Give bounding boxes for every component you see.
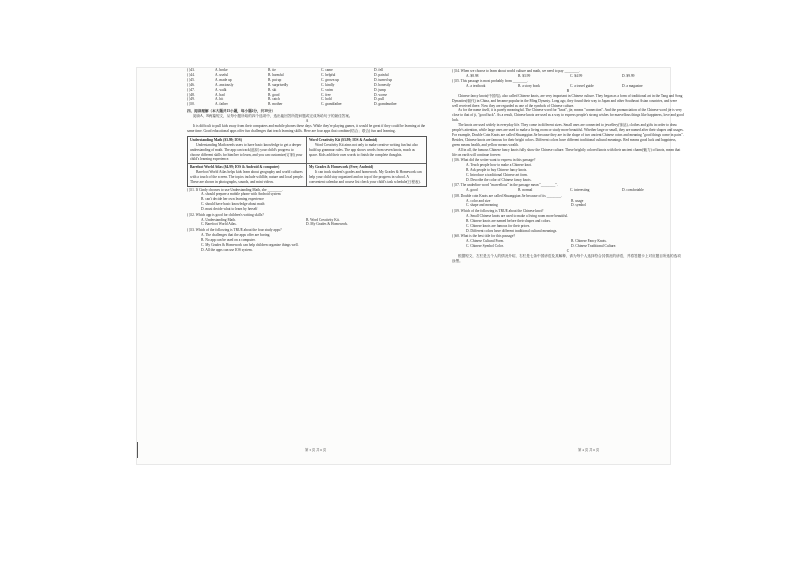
question-number: ( )50. — [187, 102, 195, 107]
answer-option: C. should have basic knowledge about math — [201, 202, 265, 207]
question-number: ( )45. — [187, 77, 195, 82]
answer-option: B. mother — [268, 102, 283, 107]
answer-option: B. harmful — [268, 72, 284, 77]
answer-option: B. Word Creativity Kit. — [306, 217, 340, 222]
questions-51-53 — [187, 188, 427, 253]
app-cell: Word Creativity Kit ($3.99; IOS & Android) Word Creativity Kit aims not only to make creative writing fun but also build up grammar rules. The app shows words from seven knots, much as space. Kids add their own words to finish the complete thoughts. — [307, 137, 426, 165]
question-stem: ( )58. Double coin Knots are called Shuangqian Jie because of its ________. — [452, 193, 562, 198]
answer-option: D. pull — [374, 97, 384, 102]
section-title: 四、阅读理解（本大题共15小题，每小题2分，共30分） — [187, 109, 276, 114]
scanned-exam-sheet — [137, 68, 684, 464]
answer-option: A. bad — [215, 92, 225, 97]
answer-option: A. walk — [215, 87, 227, 92]
answer-option: D. Describe the color of Chinese fancy knots. — [466, 177, 532, 182]
passage-b-paragraph: As for the name itself, it is purely meaningful. The Chinese word for "knot", jie, means "connection". And the pronunciation of the Chinese word jie is very close to that of ji, "good luck". As a result, Chinese knots are used as a way to express people's strong wishes for marvellous things like happiness, love and good luck. — [452, 108, 684, 123]
app-cell: Barefoot World Atlas ($4.99; IOS & Android & computer) Barefoot World Atlas helps kids learn about geography and world cultures with a touch of the screen. The topics include wildlife, nature and local people. These are shown in photographs, sounds, and mini videos. — [188, 164, 307, 186]
answer-option: C. grandfather — [321, 102, 342, 107]
answer-option: A. father — [215, 102, 228, 107]
question-stem: ( )54. When we choose to learn about world culture and math, we need to pay ________. — [452, 68, 580, 73]
answer-option: C. Chinese Symbol Color. — [466, 243, 504, 248]
question-stem: ( )60. What is the best title for this passage? — [452, 234, 516, 239]
app-cell: Understanding Math ($3.99; IOS) Understanding Math needs users to have basic knowledge to get a deeper understanding of math. The app can track(追踪) your child's progress to choose different skills for him/her to learn, and you can customize(订制) your child's learning experience. — [188, 137, 307, 165]
answer-option-row — [452, 203, 684, 208]
answer-option: C. swim — [321, 87, 333, 92]
answer-option: A. Understanding Math. — [201, 217, 236, 222]
app-cell: My Grades & Homework (Free; Android) It can track student's grades and homework. My Grades & Homework can help your child stay organized and on top of the progress in school. A convenient calendar and course list check your child's task schedule(日程表). — [309, 165, 422, 185]
question-number: ( )48. — [187, 92, 195, 97]
question-stem: ( )59. Which of the following is TRUE about the Chinese knot? — [452, 208, 544, 213]
answer-option-row — [187, 222, 427, 227]
answer-option: A. Small Chinese knots are used to make a living room more beautiful. — [466, 213, 569, 218]
answer-option: D. worse — [374, 92, 387, 97]
scan-edge-mark — [137, 442, 138, 458]
question-number: ( )43. — [187, 68, 195, 72]
cloze-option-row — [187, 102, 427, 107]
answer-option: B. No app can be used on a computer. — [201, 237, 256, 242]
answer-option: B. good — [268, 92, 280, 97]
answer-option: D. comfortable — [622, 188, 644, 193]
answer-option: A. useful — [215, 72, 229, 77]
passage-b-paragraph: The knots are used widely in everyday life. They come in different sizes. Small ones are connected to jewellery(饰品), clothes and gifts in order to draw people's attention, while large ones are used to make a living room or study more beautiful. Whether large or small, they are named after their shapes and usages. For example, Double Coin Knots are called Shuangqian Jie because they are in the shape of two ancient Chinese coins and meaning "good things come in pairs". Besides, Chinese knots are famous for their bright colors. Different colors have different traditional cultural meanings. Red means good luck and happiness, green means health, and yellow means wealth. — [452, 123, 684, 147]
answer-option: D. turned up — [374, 77, 393, 82]
answer-option: C. Introduce a traditional Chinese art form. — [466, 172, 529, 177]
question-number: ( )46. — [187, 82, 195, 87]
question-number: ( )47. — [187, 87, 195, 92]
answer-option: C. free — [321, 92, 331, 97]
answer-option: D. symbol — [571, 203, 586, 208]
answer-option: A. should prepare a mobile phone with Android system — [201, 192, 281, 197]
answer-option: A. anxiously — [215, 82, 234, 87]
question-stem: ( )57. The underline word "marvellous" in the passage mean "________". — [452, 183, 558, 188]
answer-option: B. normal — [518, 188, 533, 193]
answer-option: B. usage — [571, 198, 584, 203]
answer-option: D. honestly — [374, 82, 391, 87]
passage-c-label: C — [566, 248, 570, 253]
answer-option: D. My Grades & Homework. — [306, 222, 349, 227]
answer-option: A. color and size — [466, 198, 491, 203]
answer-option: C. grown up — [321, 77, 339, 82]
answer-option: D. a magazine — [622, 83, 643, 88]
answer-option: B. catch — [268, 97, 280, 102]
answer-option: B. ski — [268, 87, 277, 92]
answer-option: D. must decide what to learn by herself — [201, 207, 258, 212]
answer-option: A. Chinese Cultural Form. — [466, 238, 505, 243]
answer-option: B. put up — [268, 77, 282, 82]
answer-option: A. a textbook — [466, 83, 486, 88]
question-stem: ( )56. What did the writer want to express in this passage? — [452, 158, 536, 163]
passage-a-intro: It is difficult to pull kids away from their computers and mobile phones these days. While they're playing games, it would be great if they could be learning at the same time. Good educational apps offer fun challenges that teach learning skills. Here are four apps that combine(结合；联合) fun and learning. — [187, 123, 426, 133]
answer-option: B. tie — [268, 68, 276, 72]
answer-option-row — [452, 188, 684, 193]
questions-56-60 — [452, 158, 684, 249]
answer-option: C. a travel guide — [570, 83, 594, 88]
answer-option: D. grandmother — [374, 102, 397, 107]
answer-option: B. Chinese knots are named before their shapes and colors. — [466, 218, 551, 223]
answer-option: C. helpful — [321, 72, 336, 77]
answer-option: C. Chinese knots are famous for their prices. — [466, 223, 531, 228]
answer-option: D. Chinese Traditional Culture. — [571, 243, 617, 248]
questions-54-55 — [452, 69, 684, 89]
page-number-left: 第 3 页 共 6 页 — [305, 448, 327, 452]
passage-a-label: A — [305, 119, 309, 124]
answer-option-row — [452, 74, 684, 79]
right-page — [452, 68, 684, 264]
answer-option: A. $8.98 — [466, 73, 479, 78]
answer-option: D. jump — [374, 87, 386, 92]
passage-c-instruction: 根据短文，左栏是五个人的情况介绍，右栏是七条中国谚语及其解释，请为每个人选择符合其情况的谚语，并将答题卡上对应题目所选的选项涂黑。 — [452, 253, 681, 263]
answer-option: C. hold — [321, 97, 332, 102]
question-stem: ( )52. Which app is good for children's writing skills? — [187, 212, 264, 217]
question-number: ( )44. — [187, 72, 195, 77]
passage-b-paragraph: Chinese fancy knots(中国结), also called Chinese knots, are very important in Chinese culture. They began as a form of traditional art in the Tang and Song Dynasties(朝代) in China, and became popular in the Ming Dynasty. Long ago, they found their way to Japan and other Southeast Asian countries, and were well received there. Now they are regarded as one of the symbols of Chinese culture. — [452, 93, 683, 108]
answer-option: D. fell — [374, 68, 384, 72]
answer-option: C. My Grades & Homework can help children organize things well. — [201, 242, 299, 247]
passage-b-label: B — [566, 88, 570, 93]
answer-option: A. hit — [215, 97, 224, 102]
passage-b-paragraph: All in all, the famous Chinese fancy knots fully show the Chinese culture. These brightly colored knots with their ancient charm(魅力) of knots, mean that life on earth will continue forever. — [452, 147, 681, 157]
answer-option: C. shape and meaning — [466, 203, 498, 208]
cloze-options — [187, 68, 427, 107]
answer-option: C. Barefoot World Atlas. — [201, 222, 237, 227]
answer-option: B. can't decide her own learning experience — [201, 197, 264, 202]
answer-option: A. The challenges that the apps offer are boring. — [201, 232, 271, 237]
answer-option: A. made up — [215, 77, 232, 82]
page-number-right: 第 4 页 共 6 页 — [578, 448, 600, 452]
answer-option: C. came — [321, 68, 333, 72]
answer-option: B. a story book — [518, 83, 540, 88]
answer-option: C. interesting — [570, 188, 590, 193]
answer-option: A. good — [466, 188, 478, 193]
answer-option: B. surprisedly — [268, 82, 289, 87]
answer-option: B. Ask people to buy Chinese fancy knots. — [466, 167, 528, 172]
answer-option: D. painful — [374, 72, 389, 77]
answer-option: B. $3.99 — [518, 73, 531, 78]
section-instruction: 阅读A、B两篇短文，从每小题所给的四个选项中，选出能回答所提问题或完成所给句子的最佳答案。 — [193, 114, 353, 119]
answer-option: D. $9.99 — [622, 73, 635, 78]
apps-table — [187, 136, 427, 187]
left-page — [187, 68, 427, 253]
answer-option: B. Chinese Fancy Knots. — [571, 238, 607, 243]
question-stem: ( )53. Which of the following is TRUE about the four study apps? — [187, 227, 282, 232]
question-stem: ( )55. This passage is most probably from ________. — [452, 79, 528, 83]
answer-option: A. broke — [215, 68, 228, 72]
answer-option: D. All the apps can use IOS system. — [201, 247, 253, 252]
answer-option: C. kindly — [321, 82, 335, 87]
question-stem: ( )51. If Cindy chooses to use Understanding Math, she ________. — [187, 187, 283, 192]
question-number: ( )49. — [187, 97, 195, 102]
answer-option: D. Different colors have different traditional cultural meanings. — [466, 228, 558, 233]
answer-option: A. Teach people how to make a Chinese knot. — [466, 163, 532, 167]
answer-option: C. $4.99 — [570, 73, 583, 78]
